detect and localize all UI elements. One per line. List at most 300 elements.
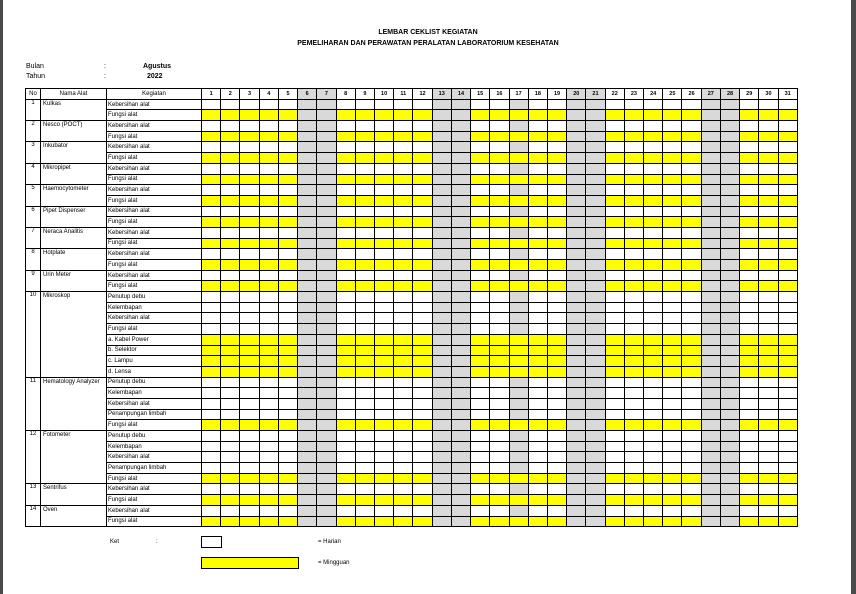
check-cell-day-24[interactable] <box>644 324 663 335</box>
check-cell-day-18[interactable] <box>528 484 547 495</box>
check-cell-day-9[interactable] <box>355 409 374 420</box>
check-cell-day-23[interactable] <box>624 292 643 303</box>
check-cell-day-26[interactable] <box>682 238 701 249</box>
check-cell-day-9[interactable] <box>355 313 374 324</box>
check-cell-day-20[interactable] <box>567 206 586 217</box>
check-cell-day-28[interactable] <box>720 505 739 516</box>
check-cell-day-7[interactable] <box>317 249 336 260</box>
check-cell-day-31[interactable] <box>778 516 797 527</box>
check-cell-day-7[interactable] <box>317 484 336 495</box>
check-cell-day-19[interactable] <box>547 131 566 142</box>
check-cell-day-28[interactable] <box>720 420 739 431</box>
check-cell-day-18[interactable] <box>528 142 547 153</box>
check-cell-day-11[interactable] <box>394 377 413 388</box>
check-cell-day-16[interactable] <box>490 174 509 185</box>
check-cell-day-26[interactable] <box>682 388 701 399</box>
check-cell-day-12[interactable] <box>413 270 432 281</box>
check-cell-day-19[interactable] <box>547 505 566 516</box>
check-cell-day-31[interactable] <box>778 185 797 196</box>
check-cell-day-8[interactable] <box>336 260 355 271</box>
check-cell-day-29[interactable] <box>740 260 759 271</box>
check-cell-day-15[interactable] <box>471 463 490 474</box>
check-cell-day-14[interactable] <box>451 260 470 271</box>
check-cell-day-22[interactable] <box>605 174 624 185</box>
check-cell-day-9[interactable] <box>355 249 374 260</box>
check-cell-day-31[interactable] <box>778 473 797 484</box>
check-cell-day-16[interactable] <box>490 270 509 281</box>
check-cell-day-31[interactable] <box>778 260 797 271</box>
check-cell-day-12[interactable] <box>413 409 432 420</box>
check-cell-day-13[interactable] <box>432 185 451 196</box>
check-cell-day-6[interactable] <box>298 473 317 484</box>
check-cell-day-30[interactable] <box>759 388 778 399</box>
check-cell-day-14[interactable] <box>451 270 470 281</box>
check-cell-day-16[interactable] <box>490 431 509 442</box>
check-cell-day-12[interactable] <box>413 431 432 442</box>
check-cell-day-25[interactable] <box>663 334 682 345</box>
check-cell-day-18[interactable] <box>528 334 547 345</box>
check-cell-day-22[interactable] <box>605 324 624 335</box>
check-cell-day-26[interactable] <box>682 302 701 313</box>
check-cell-day-3[interactable] <box>240 121 259 132</box>
check-cell-day-10[interactable] <box>374 334 393 345</box>
check-cell-day-31[interactable] <box>778 334 797 345</box>
check-cell-day-2[interactable] <box>221 516 240 527</box>
check-cell-day-1[interactable] <box>202 334 221 345</box>
check-cell-day-30[interactable] <box>759 302 778 313</box>
check-cell-day-21[interactable] <box>586 163 605 174</box>
check-cell-day-3[interactable] <box>240 292 259 303</box>
check-cell-day-7[interactable] <box>317 131 336 142</box>
check-cell-day-10[interactable] <box>374 238 393 249</box>
check-cell-day-19[interactable] <box>547 473 566 484</box>
check-cell-day-16[interactable] <box>490 110 509 121</box>
check-cell-day-1[interactable] <box>202 313 221 324</box>
check-cell-day-7[interactable] <box>317 377 336 388</box>
check-cell-day-20[interactable] <box>567 249 586 260</box>
check-cell-day-10[interactable] <box>374 292 393 303</box>
check-cell-day-21[interactable] <box>586 292 605 303</box>
check-cell-day-11[interactable] <box>394 217 413 228</box>
check-cell-day-19[interactable] <box>547 238 566 249</box>
check-cell-day-27[interactable] <box>701 153 720 164</box>
check-cell-day-3[interactable] <box>240 495 259 506</box>
check-cell-day-31[interactable] <box>778 121 797 132</box>
check-cell-day-18[interactable] <box>528 398 547 409</box>
check-cell-day-4[interactable] <box>259 398 278 409</box>
check-cell-day-19[interactable] <box>547 206 566 217</box>
check-cell-day-6[interactable] <box>298 249 317 260</box>
check-cell-day-9[interactable] <box>355 334 374 345</box>
check-cell-day-24[interactable] <box>644 377 663 388</box>
check-cell-day-17[interactable] <box>509 377 528 388</box>
check-cell-day-29[interactable] <box>740 206 759 217</box>
check-cell-day-3[interactable] <box>240 195 259 206</box>
check-cell-day-17[interactable] <box>509 227 528 238</box>
check-cell-day-1[interactable] <box>202 206 221 217</box>
check-cell-day-1[interactable] <box>202 163 221 174</box>
check-cell-day-28[interactable] <box>720 195 739 206</box>
check-cell-day-1[interactable] <box>202 185 221 196</box>
check-cell-day-1[interactable] <box>202 281 221 292</box>
check-cell-day-27[interactable] <box>701 302 720 313</box>
check-cell-day-4[interactable] <box>259 377 278 388</box>
check-cell-day-17[interactable] <box>509 388 528 399</box>
check-cell-day-3[interactable] <box>240 281 259 292</box>
check-cell-day-1[interactable] <box>202 452 221 463</box>
check-cell-day-8[interactable] <box>336 505 355 516</box>
check-cell-day-21[interactable] <box>586 217 605 228</box>
check-cell-day-11[interactable] <box>394 409 413 420</box>
check-cell-day-12[interactable] <box>413 452 432 463</box>
check-cell-day-10[interactable] <box>374 441 393 452</box>
check-cell-day-29[interactable] <box>740 420 759 431</box>
check-cell-day-28[interactable] <box>720 302 739 313</box>
check-cell-day-28[interactable] <box>720 142 739 153</box>
check-cell-day-18[interactable] <box>528 356 547 367</box>
check-cell-day-5[interactable] <box>278 238 297 249</box>
check-cell-day-29[interactable] <box>740 163 759 174</box>
check-cell-day-25[interactable] <box>663 142 682 153</box>
check-cell-day-28[interactable] <box>720 409 739 420</box>
check-cell-day-8[interactable] <box>336 398 355 409</box>
check-cell-day-13[interactable] <box>432 324 451 335</box>
check-cell-day-5[interactable] <box>278 463 297 474</box>
check-cell-day-17[interactable] <box>509 110 528 121</box>
check-cell-day-23[interactable] <box>624 409 643 420</box>
check-cell-day-17[interactable] <box>509 206 528 217</box>
check-cell-day-13[interactable] <box>432 313 451 324</box>
check-cell-day-21[interactable] <box>586 281 605 292</box>
check-cell-day-16[interactable] <box>490 260 509 271</box>
check-cell-day-14[interactable] <box>451 217 470 228</box>
check-cell-day-23[interactable] <box>624 185 643 196</box>
check-cell-day-11[interactable] <box>394 174 413 185</box>
check-cell-day-16[interactable] <box>490 463 509 474</box>
check-cell-day-23[interactable] <box>624 313 643 324</box>
check-cell-day-30[interactable] <box>759 452 778 463</box>
check-cell-day-4[interactable] <box>259 238 278 249</box>
check-cell-day-29[interactable] <box>740 441 759 452</box>
check-cell-day-25[interactable] <box>663 238 682 249</box>
check-cell-day-23[interactable] <box>624 206 643 217</box>
check-cell-day-27[interactable] <box>701 292 720 303</box>
check-cell-day-6[interactable] <box>298 281 317 292</box>
check-cell-day-1[interactable] <box>202 388 221 399</box>
check-cell-day-22[interactable] <box>605 292 624 303</box>
check-cell-day-29[interactable] <box>740 463 759 474</box>
check-cell-day-1[interactable] <box>202 431 221 442</box>
check-cell-day-22[interactable] <box>605 441 624 452</box>
check-cell-day-3[interactable] <box>240 227 259 238</box>
check-cell-day-13[interactable] <box>432 153 451 164</box>
check-cell-day-25[interactable] <box>663 463 682 474</box>
check-cell-day-18[interactable] <box>528 227 547 238</box>
check-cell-day-5[interactable] <box>278 217 297 228</box>
check-cell-day-1[interactable] <box>202 153 221 164</box>
check-cell-day-30[interactable] <box>759 99 778 110</box>
check-cell-day-14[interactable] <box>451 452 470 463</box>
check-cell-day-26[interactable] <box>682 409 701 420</box>
check-cell-day-2[interactable] <box>221 324 240 335</box>
check-cell-day-23[interactable] <box>624 142 643 153</box>
check-cell-day-16[interactable] <box>490 313 509 324</box>
check-cell-day-24[interactable] <box>644 121 663 132</box>
check-cell-day-16[interactable] <box>490 185 509 196</box>
check-cell-day-7[interactable] <box>317 270 336 281</box>
check-cell-day-23[interactable] <box>624 324 643 335</box>
check-cell-day-31[interactable] <box>778 174 797 185</box>
check-cell-day-11[interactable] <box>394 313 413 324</box>
check-cell-day-4[interactable] <box>259 281 278 292</box>
check-cell-day-14[interactable] <box>451 463 470 474</box>
check-cell-day-6[interactable] <box>298 163 317 174</box>
check-cell-day-22[interactable] <box>605 473 624 484</box>
check-cell-day-28[interactable] <box>720 484 739 495</box>
check-cell-day-6[interactable] <box>298 431 317 442</box>
check-cell-day-17[interactable] <box>509 163 528 174</box>
check-cell-day-8[interactable] <box>336 302 355 313</box>
check-cell-day-4[interactable] <box>259 313 278 324</box>
check-cell-day-25[interactable] <box>663 153 682 164</box>
check-cell-day-12[interactable] <box>413 227 432 238</box>
check-cell-day-8[interactable] <box>336 99 355 110</box>
check-cell-day-5[interactable] <box>278 516 297 527</box>
check-cell-day-10[interactable] <box>374 163 393 174</box>
check-cell-day-22[interactable] <box>605 238 624 249</box>
check-cell-day-24[interactable] <box>644 441 663 452</box>
check-cell-day-25[interactable] <box>663 484 682 495</box>
check-cell-day-4[interactable] <box>259 463 278 474</box>
check-cell-day-17[interactable] <box>509 195 528 206</box>
check-cell-day-20[interactable] <box>567 153 586 164</box>
check-cell-day-26[interactable] <box>682 270 701 281</box>
check-cell-day-20[interactable] <box>567 110 586 121</box>
check-cell-day-4[interactable] <box>259 99 278 110</box>
check-cell-day-12[interactable] <box>413 505 432 516</box>
check-cell-day-23[interactable] <box>624 131 643 142</box>
check-cell-day-20[interactable] <box>567 292 586 303</box>
check-cell-day-23[interactable] <box>624 388 643 399</box>
check-cell-day-2[interactable] <box>221 441 240 452</box>
check-cell-day-12[interactable] <box>413 238 432 249</box>
check-cell-day-1[interactable] <box>202 516 221 527</box>
check-cell-day-18[interactable] <box>528 195 547 206</box>
check-cell-day-17[interactable] <box>509 313 528 324</box>
check-cell-day-27[interactable] <box>701 163 720 174</box>
check-cell-day-19[interactable] <box>547 356 566 367</box>
check-cell-day-29[interactable] <box>740 366 759 377</box>
check-cell-day-27[interactable] <box>701 452 720 463</box>
check-cell-day-11[interactable] <box>394 495 413 506</box>
check-cell-day-10[interactable] <box>374 131 393 142</box>
check-cell-day-27[interactable] <box>701 260 720 271</box>
check-cell-day-6[interactable] <box>298 206 317 217</box>
check-cell-day-20[interactable] <box>567 142 586 153</box>
check-cell-day-22[interactable] <box>605 356 624 367</box>
check-cell-day-9[interactable] <box>355 227 374 238</box>
check-cell-day-21[interactable] <box>586 452 605 463</box>
check-cell-day-17[interactable] <box>509 473 528 484</box>
check-cell-day-21[interactable] <box>586 238 605 249</box>
check-cell-day-17[interactable] <box>509 516 528 527</box>
check-cell-day-25[interactable] <box>663 281 682 292</box>
check-cell-day-13[interactable] <box>432 217 451 228</box>
check-cell-day-11[interactable] <box>394 270 413 281</box>
check-cell-day-5[interactable] <box>278 398 297 409</box>
check-cell-day-27[interactable] <box>701 110 720 121</box>
check-cell-day-29[interactable] <box>740 281 759 292</box>
check-cell-day-18[interactable] <box>528 505 547 516</box>
check-cell-day-28[interactable] <box>720 473 739 484</box>
check-cell-day-29[interactable] <box>740 217 759 228</box>
check-cell-day-12[interactable] <box>413 163 432 174</box>
check-cell-day-22[interactable] <box>605 195 624 206</box>
check-cell-day-2[interactable] <box>221 142 240 153</box>
check-cell-day-4[interactable] <box>259 495 278 506</box>
check-cell-day-22[interactable] <box>605 121 624 132</box>
check-cell-day-19[interactable] <box>547 398 566 409</box>
check-cell-day-16[interactable] <box>490 398 509 409</box>
check-cell-day-24[interactable] <box>644 484 663 495</box>
check-cell-day-27[interactable] <box>701 463 720 474</box>
check-cell-day-16[interactable] <box>490 420 509 431</box>
check-cell-day-16[interactable] <box>490 324 509 335</box>
check-cell-day-10[interactable] <box>374 495 393 506</box>
check-cell-day-31[interactable] <box>778 452 797 463</box>
check-cell-day-17[interactable] <box>509 174 528 185</box>
check-cell-day-7[interactable] <box>317 313 336 324</box>
check-cell-day-12[interactable] <box>413 345 432 356</box>
check-cell-day-18[interactable] <box>528 441 547 452</box>
check-cell-day-25[interactable] <box>663 217 682 228</box>
check-cell-day-7[interactable] <box>317 227 336 238</box>
check-cell-day-11[interactable] <box>394 398 413 409</box>
check-cell-day-20[interactable] <box>567 366 586 377</box>
check-cell-day-2[interactable] <box>221 217 240 228</box>
check-cell-day-1[interactable] <box>202 217 221 228</box>
check-cell-day-23[interactable] <box>624 495 643 506</box>
check-cell-day-16[interactable] <box>490 452 509 463</box>
check-cell-day-20[interactable] <box>567 131 586 142</box>
check-cell-day-28[interactable] <box>720 153 739 164</box>
check-cell-day-11[interactable] <box>394 388 413 399</box>
check-cell-day-17[interactable] <box>509 420 528 431</box>
check-cell-day-22[interactable] <box>605 516 624 527</box>
check-cell-day-3[interactable] <box>240 249 259 260</box>
check-cell-day-14[interactable] <box>451 366 470 377</box>
check-cell-day-26[interactable] <box>682 420 701 431</box>
check-cell-day-3[interactable] <box>240 174 259 185</box>
check-cell-day-10[interactable] <box>374 195 393 206</box>
check-cell-day-4[interactable] <box>259 195 278 206</box>
check-cell-day-25[interactable] <box>663 110 682 121</box>
check-cell-day-5[interactable] <box>278 185 297 196</box>
check-cell-day-11[interactable] <box>394 366 413 377</box>
check-cell-day-8[interactable] <box>336 121 355 132</box>
check-cell-day-8[interactable] <box>336 110 355 121</box>
check-cell-day-12[interactable] <box>413 420 432 431</box>
check-cell-day-13[interactable] <box>432 516 451 527</box>
check-cell-day-21[interactable] <box>586 398 605 409</box>
check-cell-day-7[interactable] <box>317 110 336 121</box>
check-cell-day-24[interactable] <box>644 195 663 206</box>
check-cell-day-25[interactable] <box>663 409 682 420</box>
check-cell-day-9[interactable] <box>355 366 374 377</box>
check-cell-day-17[interactable] <box>509 131 528 142</box>
check-cell-day-5[interactable] <box>278 484 297 495</box>
check-cell-day-4[interactable] <box>259 292 278 303</box>
check-cell-day-28[interactable] <box>720 110 739 121</box>
check-cell-day-5[interactable] <box>278 174 297 185</box>
check-cell-day-10[interactable] <box>374 302 393 313</box>
check-cell-day-6[interactable] <box>298 409 317 420</box>
check-cell-day-13[interactable] <box>432 99 451 110</box>
check-cell-day-15[interactable] <box>471 260 490 271</box>
check-cell-day-5[interactable] <box>278 345 297 356</box>
check-cell-day-27[interactable] <box>701 238 720 249</box>
check-cell-day-28[interactable] <box>720 281 739 292</box>
check-cell-day-19[interactable] <box>547 313 566 324</box>
check-cell-day-31[interactable] <box>778 131 797 142</box>
check-cell-day-25[interactable] <box>663 388 682 399</box>
check-cell-day-9[interactable] <box>355 185 374 196</box>
check-cell-day-15[interactable] <box>471 388 490 399</box>
check-cell-day-3[interactable] <box>240 206 259 217</box>
check-cell-day-3[interactable] <box>240 516 259 527</box>
check-cell-day-12[interactable] <box>413 324 432 335</box>
check-cell-day-19[interactable] <box>547 142 566 153</box>
check-cell-day-29[interactable] <box>740 452 759 463</box>
check-cell-day-14[interactable] <box>451 398 470 409</box>
check-cell-day-31[interactable] <box>778 409 797 420</box>
check-cell-day-29[interactable] <box>740 473 759 484</box>
check-cell-day-10[interactable] <box>374 377 393 388</box>
check-cell-day-15[interactable] <box>471 281 490 292</box>
check-cell-day-22[interactable] <box>605 398 624 409</box>
check-cell-day-28[interactable] <box>720 334 739 345</box>
check-cell-day-17[interactable] <box>509 452 528 463</box>
check-cell-day-6[interactable] <box>298 270 317 281</box>
check-cell-day-4[interactable] <box>259 249 278 260</box>
check-cell-day-29[interactable] <box>740 484 759 495</box>
check-cell-day-24[interactable] <box>644 505 663 516</box>
check-cell-day-26[interactable] <box>682 195 701 206</box>
check-cell-day-4[interactable] <box>259 163 278 174</box>
check-cell-day-11[interactable] <box>394 420 413 431</box>
check-cell-day-17[interactable] <box>509 153 528 164</box>
check-cell-day-29[interactable] <box>740 131 759 142</box>
check-cell-day-26[interactable] <box>682 356 701 367</box>
check-cell-day-2[interactable] <box>221 345 240 356</box>
check-cell-day-19[interactable] <box>547 163 566 174</box>
check-cell-day-20[interactable] <box>567 420 586 431</box>
check-cell-day-18[interactable] <box>528 238 547 249</box>
check-cell-day-21[interactable] <box>586 345 605 356</box>
check-cell-day-20[interactable] <box>567 473 586 484</box>
check-cell-day-1[interactable] <box>202 484 221 495</box>
check-cell-day-23[interactable] <box>624 163 643 174</box>
check-cell-day-25[interactable] <box>663 195 682 206</box>
check-cell-day-10[interactable] <box>374 121 393 132</box>
check-cell-day-13[interactable] <box>432 174 451 185</box>
check-cell-day-8[interactable] <box>336 441 355 452</box>
check-cell-day-23[interactable] <box>624 238 643 249</box>
check-cell-day-26[interactable] <box>682 249 701 260</box>
check-cell-day-24[interactable] <box>644 431 663 442</box>
check-cell-day-5[interactable] <box>278 431 297 442</box>
check-cell-day-25[interactable] <box>663 452 682 463</box>
